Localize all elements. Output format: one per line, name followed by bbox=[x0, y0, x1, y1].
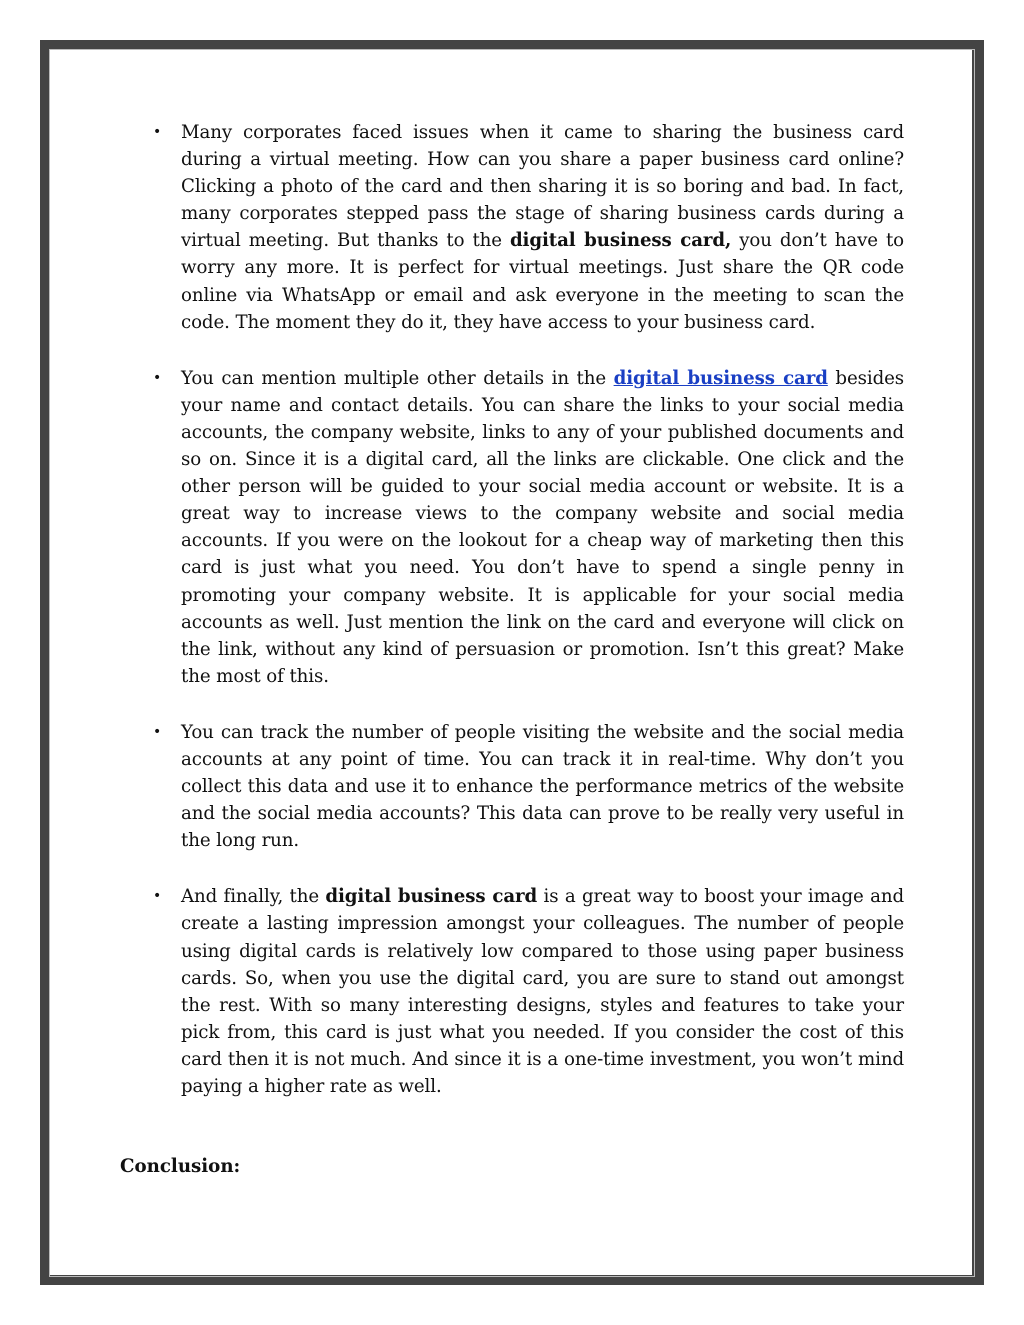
bullet-text: is a great way to boost your image and create a lasting impression amongst your colleagues. The number of people using digital cards is relatively low compared to those using paper business cards. So, when you use the digital card, you are sure to stand out amongst the rest. With so many interesting designs, styles and features to take your pick from, this card is just what you needed. If you consider the cost of this card then it is not much. And since it is a one-time investment, you won’t mind paying a higher rate as well. bbox=[181, 886, 904, 1097]
bullet-list bbox=[153, 119, 905, 1129]
bullet-item-virtual-meetings bbox=[153, 119, 904, 336]
bold-phrase: digital business card bbox=[325, 886, 538, 908]
bullet-text: Many corporates faced issues when it came to sharing the business card during a virtual meeting. How can you share a paper business card online? Clicking a photo of the card and then sharing it is so boring and bad. In fact, many corporates stepped pass the stage of sharing business cards during a virtual meeting. But thanks to the bbox=[181, 122, 904, 252]
bullet-item-tracking bbox=[153, 719, 904, 854]
conclusion-heading: Conclusion: bbox=[120, 1156, 241, 1177]
bullet-item-image-boost bbox=[153, 883, 904, 1100]
digital-business-card-link[interactable]: digital business card bbox=[613, 367, 828, 389]
bullet-icon: • bbox=[153, 888, 162, 905]
bullet-icon: • bbox=[153, 124, 162, 140]
bullet-text: You can mention multiple other details in the bbox=[181, 367, 614, 389]
bullet-text: you don’t have to worry any more. It is perfect for virtual meetings. Just share the QR code online via WhatsApp or email and ask everyone in the meeting to scan the code. The moment they do it, they have access to your business card. bbox=[181, 230, 904, 333]
bullet-text: And finally, the bbox=[181, 886, 326, 908]
bullet-text: You can track the number of people visiting the website and the social media accounts at any point of time. You can track it in real-time. Why don’t you collect this data and use it to enhance the performance metrics of the website and the social media accounts? This data can prove to be really very useful in the long run. bbox=[181, 721, 904, 852]
bullet-item-links bbox=[153, 365, 905, 690]
bullet-icon: • bbox=[153, 369, 162, 386]
bullet-icon: • bbox=[153, 723, 162, 740]
bold-phrase: digital business card, bbox=[509, 230, 732, 252]
bullet-text: besides your name and contact details. You can share the links to your social media accounts, the company website, links to any of your published documents and so on. Since it is a digital card, all the links are clickable. One click and the other person will be guided to your social media account or website. It is a great way to increase views to the company website and social media accounts. If you were on the lookout for a cheap way of marketing then this card is just what you need. You don’t have to spend a single penny in promoting your company website. It is applicable for your social media accounts as well. Just mention the link on the card and everyone will click on the link, without any kind of persuasion or promotion. Isn’t this great? Make the most of this. bbox=[181, 367, 905, 687]
